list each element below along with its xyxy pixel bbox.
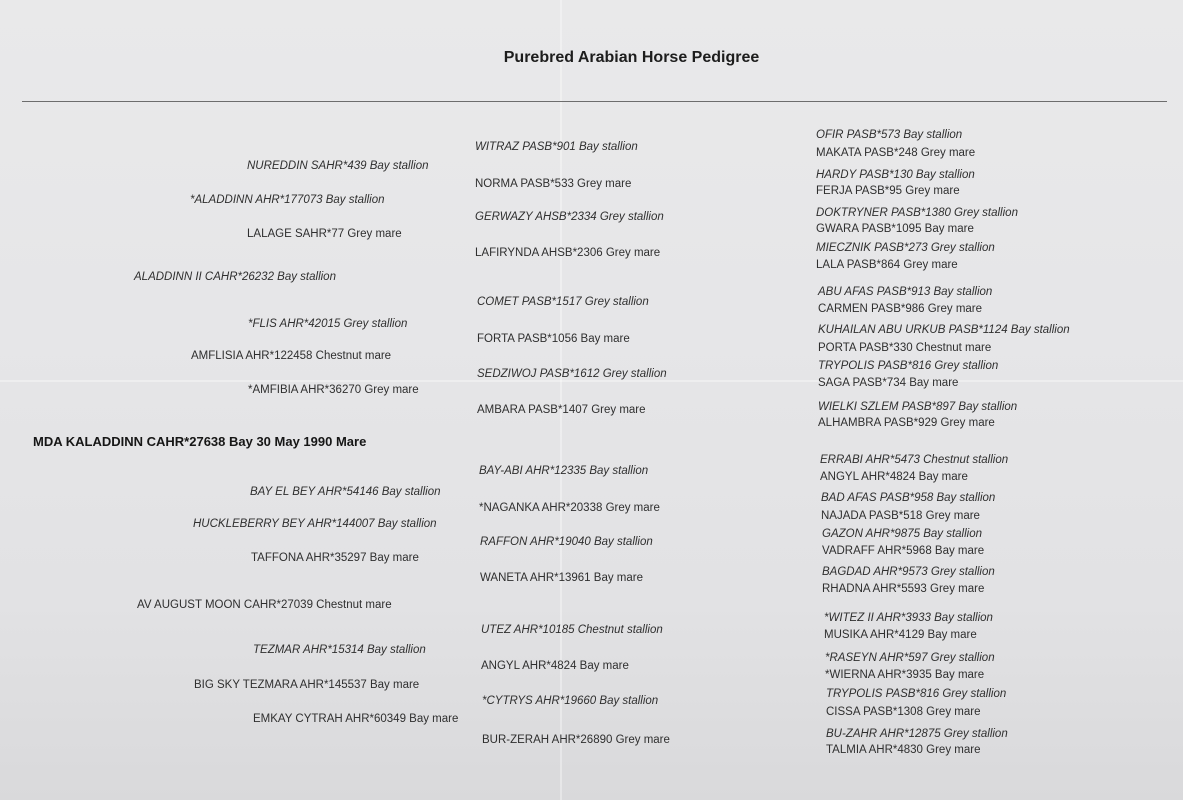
gen4-ddsd: ANGYL AHR*4824 Bay mare — [481, 660, 629, 672]
gen4-sdsd: FORTA PASB*1056 Bay mare — [477, 333, 630, 345]
gen5-entry: WIELKI SZLEM PASB*897 Bay stallion — [818, 401, 1018, 413]
gen5-entry: KUHAILAN ABU URKUB PASB*1124 Bay stallion — [818, 324, 1070, 336]
gen5-entry: *WITEZ II AHR*3933 Bay stallion — [824, 612, 993, 624]
grandparent-sd: AMFLISIA AHR*122458 Chestnut mare — [191, 350, 392, 362]
gen5-entry: CISSA PASB*1308 Grey mare — [826, 706, 981, 718]
great-grandparent-sss: NUREDDIN SAHR*439 Bay stallion — [247, 160, 429, 172]
grandparent-ds: HUCKLEBERRY BEY AHR*144007 Bay stallion — [193, 518, 437, 530]
gen4-sdds: SEDZIWOJ PASB*1612 Grey stallion — [477, 368, 667, 380]
gen5-entry: ABU AFAS PASB*913 Bay stallion — [818, 286, 993, 298]
gen4-ssdd: LAFIRYNDA AHSB*2306 Grey mare — [475, 247, 661, 259]
gen5-entry: HARDY PASB*130 Bay stallion — [816, 169, 975, 181]
gen5-entry: GAZON AHR*9875 Bay stallion — [822, 528, 983, 540]
parent-dam: AV AUGUST MOON CAHR*27039 Chestnut mare — [137, 599, 392, 611]
gen4-ssss: WITRAZ PASB*901 Bay stallion — [475, 141, 638, 153]
gen5-entry: MUSIKA AHR*4129 Bay mare — [824, 629, 977, 641]
great-grandparent-ssd: LALAGE SAHR*77 Grey mare — [247, 228, 402, 240]
great-grandparent-dsd: TAFFONA AHR*35297 Bay mare — [251, 552, 419, 564]
gen4-sdss: COMET PASB*1517 Grey stallion — [477, 296, 649, 308]
document-title: Purebred Arabian Horse Pedigree — [503, 49, 760, 66]
gen5-entry: MIECZNIK PASB*273 Grey stallion — [816, 242, 995, 254]
gen4-dsds: RAFFON AHR*19040 Bay stallion — [480, 536, 653, 548]
gen4-dsdd: WANETA AHR*13961 Bay mare — [480, 572, 643, 584]
gen5-entry: BU-ZAHR AHR*12875 Grey stallion — [826, 728, 1008, 740]
gen5-entry: TRYPOLIS PASB*816 Grey stallion — [826, 688, 1007, 700]
great-grandparent-dss: BAY EL BEY AHR*54146 Bay stallion — [250, 486, 441, 498]
great-grandparent-sdd: *AMFIBIA AHR*36270 Grey mare — [248, 384, 419, 396]
gen5-entry: BAD AFAS PASB*958 Bay stallion — [821, 492, 996, 504]
gen4-dsss: BAY-ABI AHR*12335 Bay stallion — [479, 465, 649, 477]
gen4-dddd: BUR-ZERAH AHR*26890 Grey mare — [482, 734, 670, 746]
gen5-entry: VADRAFF AHR*5968 Bay mare — [822, 545, 985, 557]
title-divider — [22, 101, 1167, 102]
grandparent-ss: *ALADDINN AHR*177073 Bay stallion — [190, 194, 385, 206]
gen5-entry: TALMIA AHR*4830 Grey mare — [826, 744, 981, 756]
gen4-dssd: *NAGANKA AHR*20338 Grey mare — [479, 502, 660, 514]
gen5-entry: LALA PASB*864 Grey mare — [816, 259, 958, 271]
great-grandparent-sds: *FLIS AHR*42015 Grey stallion — [248, 318, 408, 330]
gen5-entry: SAGA PASB*734 Bay mare — [818, 377, 959, 389]
gen4-sssd: NORMA PASB*533 Grey mare — [475, 178, 632, 190]
grandparent-dd: BIG SKY TEZMARA AHR*145537 Bay mare — [194, 679, 420, 691]
gen5-entry: ERRABI AHR*5473 Chestnut stallion — [820, 454, 1009, 466]
gen4-sddd: AMBARA PASB*1407 Grey mare — [477, 404, 646, 416]
gen5-entry: CARMEN PASB*986 Grey mare — [818, 303, 983, 315]
gen5-entry: *RASEYN AHR*597 Grey stallion — [825, 652, 995, 664]
gen5-entry: OFIR PASB*573 Bay stallion — [816, 129, 963, 141]
gen5-entry: GWARA PASB*1095 Bay mare — [816, 223, 974, 235]
gen4-ssds: GERWAZY AHSB*2334 Grey stallion — [475, 211, 664, 223]
gen5-entry: TRYPOLIS PASB*816 Grey stallion — [818, 360, 999, 372]
gen5-entry: BAGDAD AHR*9573 Grey stallion — [822, 566, 995, 578]
gen5-entry: *WIERNA AHR*3935 Bay mare — [825, 669, 985, 681]
gen4-ddss: UTEZ AHR*10185 Chestnut stallion — [481, 624, 663, 636]
gen5-entry: RHADNA AHR*5593 Grey mare — [822, 583, 985, 595]
parent-sire: ALADDINN II CAHR*26232 Bay stallion — [134, 271, 336, 283]
paper-crease — [560, 0, 562, 800]
gen5-entry: ALHAMBRA PASB*929 Grey mare — [818, 417, 995, 429]
gen5-entry: PORTA PASB*330 Chestnut mare — [818, 342, 992, 354]
gen5-entry: FERJA PASB*95 Grey mare — [816, 185, 960, 197]
subject-horse: MDA KALADDINN CAHR*27638 Bay 30 May 1990 Mare — [33, 434, 367, 449]
gen5-entry: ANGYL AHR*4824 Bay mare — [820, 471, 968, 483]
great-grandparent-dds: TEZMAR AHR*15314 Bay stallion — [253, 644, 426, 656]
great-grandparent-ddd: EMKAY CYTRAH AHR*60349 Bay mare — [253, 713, 459, 725]
gen5-entry: DOKTRYNER PASB*1380 Grey stallion — [816, 207, 1018, 219]
gen4-ddds: *CYTRYS AHR*19660 Bay stallion — [482, 695, 659, 707]
gen5-entry: MAKATA PASB*248 Grey mare — [816, 147, 976, 159]
gen5-entry: NAJADA PASB*518 Grey mare — [821, 510, 980, 522]
